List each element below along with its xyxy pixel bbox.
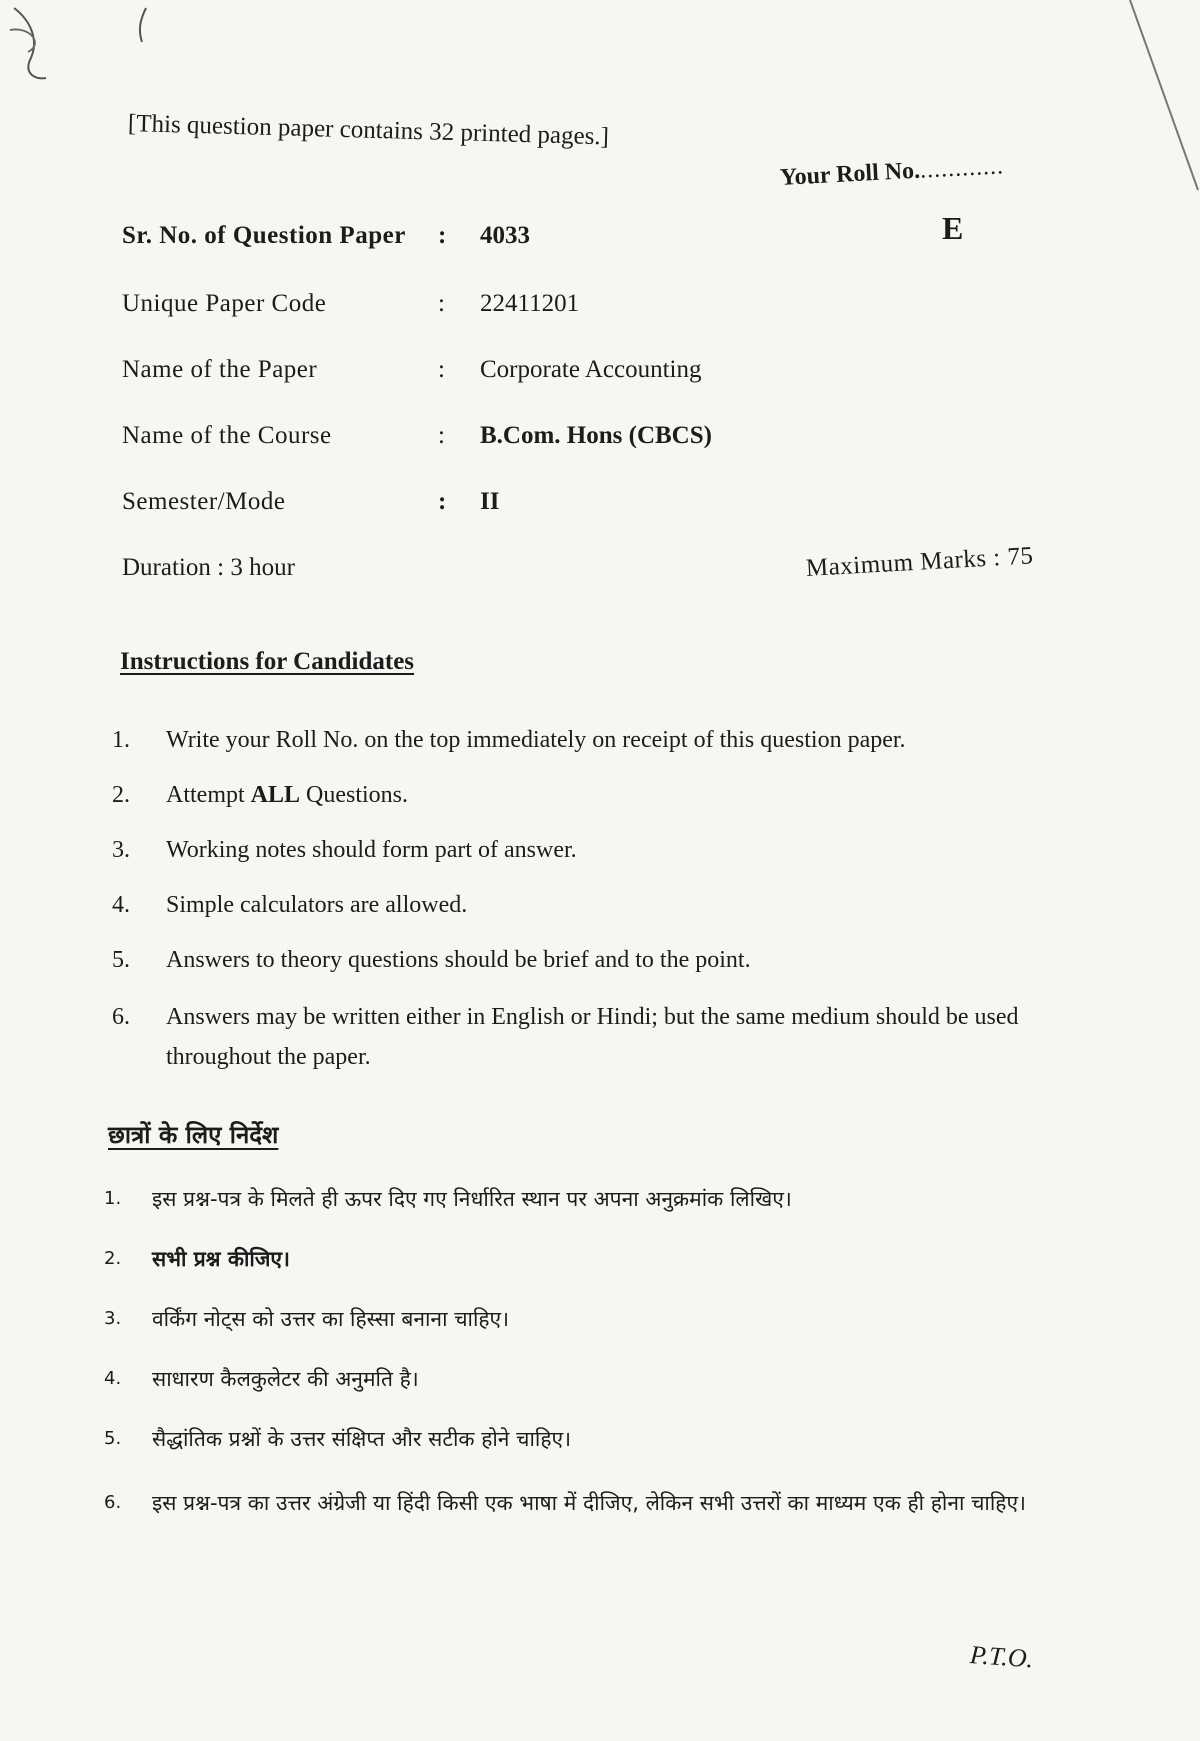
meta-label: Name of the Course bbox=[122, 422, 332, 449]
meta-colon: : bbox=[438, 488, 447, 515]
instructions-heading-en: Instructions for Candidates bbox=[120, 648, 415, 675]
instruction-number: 3. bbox=[104, 1308, 122, 1329]
hindi-instruction-item bbox=[104, 1480, 1064, 1576]
instruction-text: वर्किंग नोट्स को उत्तर का हिस्सा बनाना चाहिए। bbox=[152, 1307, 510, 1331]
meta-colon: : bbox=[438, 290, 445, 317]
instruction-item bbox=[112, 720, 1052, 764]
pages-note: [This question paper contains 32 printed pages.] bbox=[127, 110, 610, 151]
hindi-instruction-item bbox=[104, 1296, 1064, 1342]
instruction-number: 1. bbox=[104, 1188, 122, 1209]
meta-label: Sr. No. of Question Paper bbox=[122, 222, 406, 249]
instruction-text: Write your Roll No. on the top immediately on receipt of this question paper. bbox=[166, 727, 906, 753]
meta-colon: : bbox=[438, 356, 445, 383]
meta-label: Semester/Mode bbox=[122, 488, 286, 515]
instruction-text bbox=[166, 775, 1066, 815]
instruction-number: 2. bbox=[104, 1248, 122, 1269]
meta-label: Unique Paper Code bbox=[122, 290, 327, 317]
instruction-number: 2. bbox=[112, 782, 130, 808]
instruction-text: Answers to theory questions should be brief and to the point. bbox=[166, 947, 751, 973]
instruction-text-part: Questions. bbox=[300, 782, 409, 808]
meta-colon: : bbox=[438, 422, 445, 449]
instruction-text: इस प्रश्न-पत्र के मिलते ही ऊपर दिए गए निर्धारित स्थान पर अपना अनुक्रमांक लिखिए। bbox=[152, 1187, 792, 1211]
hindi-instruction-item bbox=[104, 1176, 1064, 1222]
roll-number-blank: ............ bbox=[919, 153, 1005, 184]
pen-scribble bbox=[0, 0, 170, 100]
instruction-text: Working notes should form part of answer. bbox=[166, 837, 577, 863]
instruction-text: Answers may be written either in English or Hindi; but the same medium should be used throughout the paper. bbox=[166, 1004, 1019, 1070]
meta-row-semester bbox=[122, 488, 822, 528]
page-turn-over: P.T.O. bbox=[969, 1640, 1035, 1674]
instruction-number: 6. bbox=[112, 1004, 130, 1030]
instruction-item bbox=[112, 830, 1052, 874]
roll-number-field bbox=[779, 153, 1004, 192]
meta-value: B.Com. Hons (CBCS) bbox=[480, 422, 712, 449]
instruction-item bbox=[112, 997, 1052, 1081]
roll-number-label: Your Roll No. bbox=[779, 157, 921, 191]
maximum-marks: Maximum Marks : 75 bbox=[805, 542, 1035, 582]
instruction-number: 4. bbox=[104, 1368, 122, 1389]
meta-row-paper-name bbox=[122, 356, 822, 396]
meta-row-serial bbox=[122, 222, 822, 262]
instruction-item bbox=[112, 885, 1052, 929]
meta-colon: : bbox=[438, 222, 447, 249]
hindi-instruction-item bbox=[104, 1236, 1064, 1282]
meta-value: II bbox=[480, 488, 500, 515]
instruction-text: साधारण कैलकुलेटर की अनुमति है। bbox=[152, 1367, 419, 1391]
instruction-text: Simple calculators are allowed. bbox=[166, 892, 468, 918]
instruction-text-part: Attempt bbox=[166, 782, 251, 808]
meta-row-course bbox=[122, 422, 822, 462]
instruction-number: 4. bbox=[112, 892, 130, 918]
instruction-number: 6. bbox=[104, 1492, 122, 1513]
meta-value: 22411201 bbox=[480, 290, 580, 317]
instruction-number: 5. bbox=[104, 1428, 122, 1449]
instruction-item bbox=[112, 775, 1052, 819]
instruction-text: सभी प्रश्न कीजिए। bbox=[152, 1247, 290, 1271]
meta-value: Corporate Accounting bbox=[480, 356, 702, 383]
instruction-number: 5. bbox=[112, 947, 130, 973]
instruction-text: सैद्धांतिक प्रश्नों के उत्तर संक्षिप्त और सटीक होने चाहिए। bbox=[152, 1427, 572, 1451]
set-code: E bbox=[942, 210, 964, 246]
hindi-instruction-item bbox=[104, 1356, 1064, 1402]
instruction-number: 3. bbox=[112, 837, 130, 863]
hindi-instruction-item bbox=[104, 1416, 1064, 1462]
scan-edge-line bbox=[1120, 0, 1200, 200]
meta-row-paper-code bbox=[122, 290, 822, 330]
instruction-item bbox=[112, 940, 1052, 984]
duration: Duration : 3 hour bbox=[122, 554, 295, 581]
meta-label: Name of the Paper bbox=[122, 356, 318, 383]
instructions-heading-hi: छात्रों के लिए निर्देश bbox=[108, 1121, 279, 1149]
instruction-text: इस प्रश्न-पत्र का उत्तर अंग्रेजी या हिंदी किसी एक भाषा में दीजिए, लेकिन सभी उत्तरों का माध्यम एक ही होना चाहिए। bbox=[152, 1491, 1027, 1515]
meta-value: 4033 bbox=[480, 222, 530, 249]
instruction-number: 1. bbox=[112, 727, 130, 753]
instruction-text-bold: ALL bbox=[250, 782, 301, 808]
